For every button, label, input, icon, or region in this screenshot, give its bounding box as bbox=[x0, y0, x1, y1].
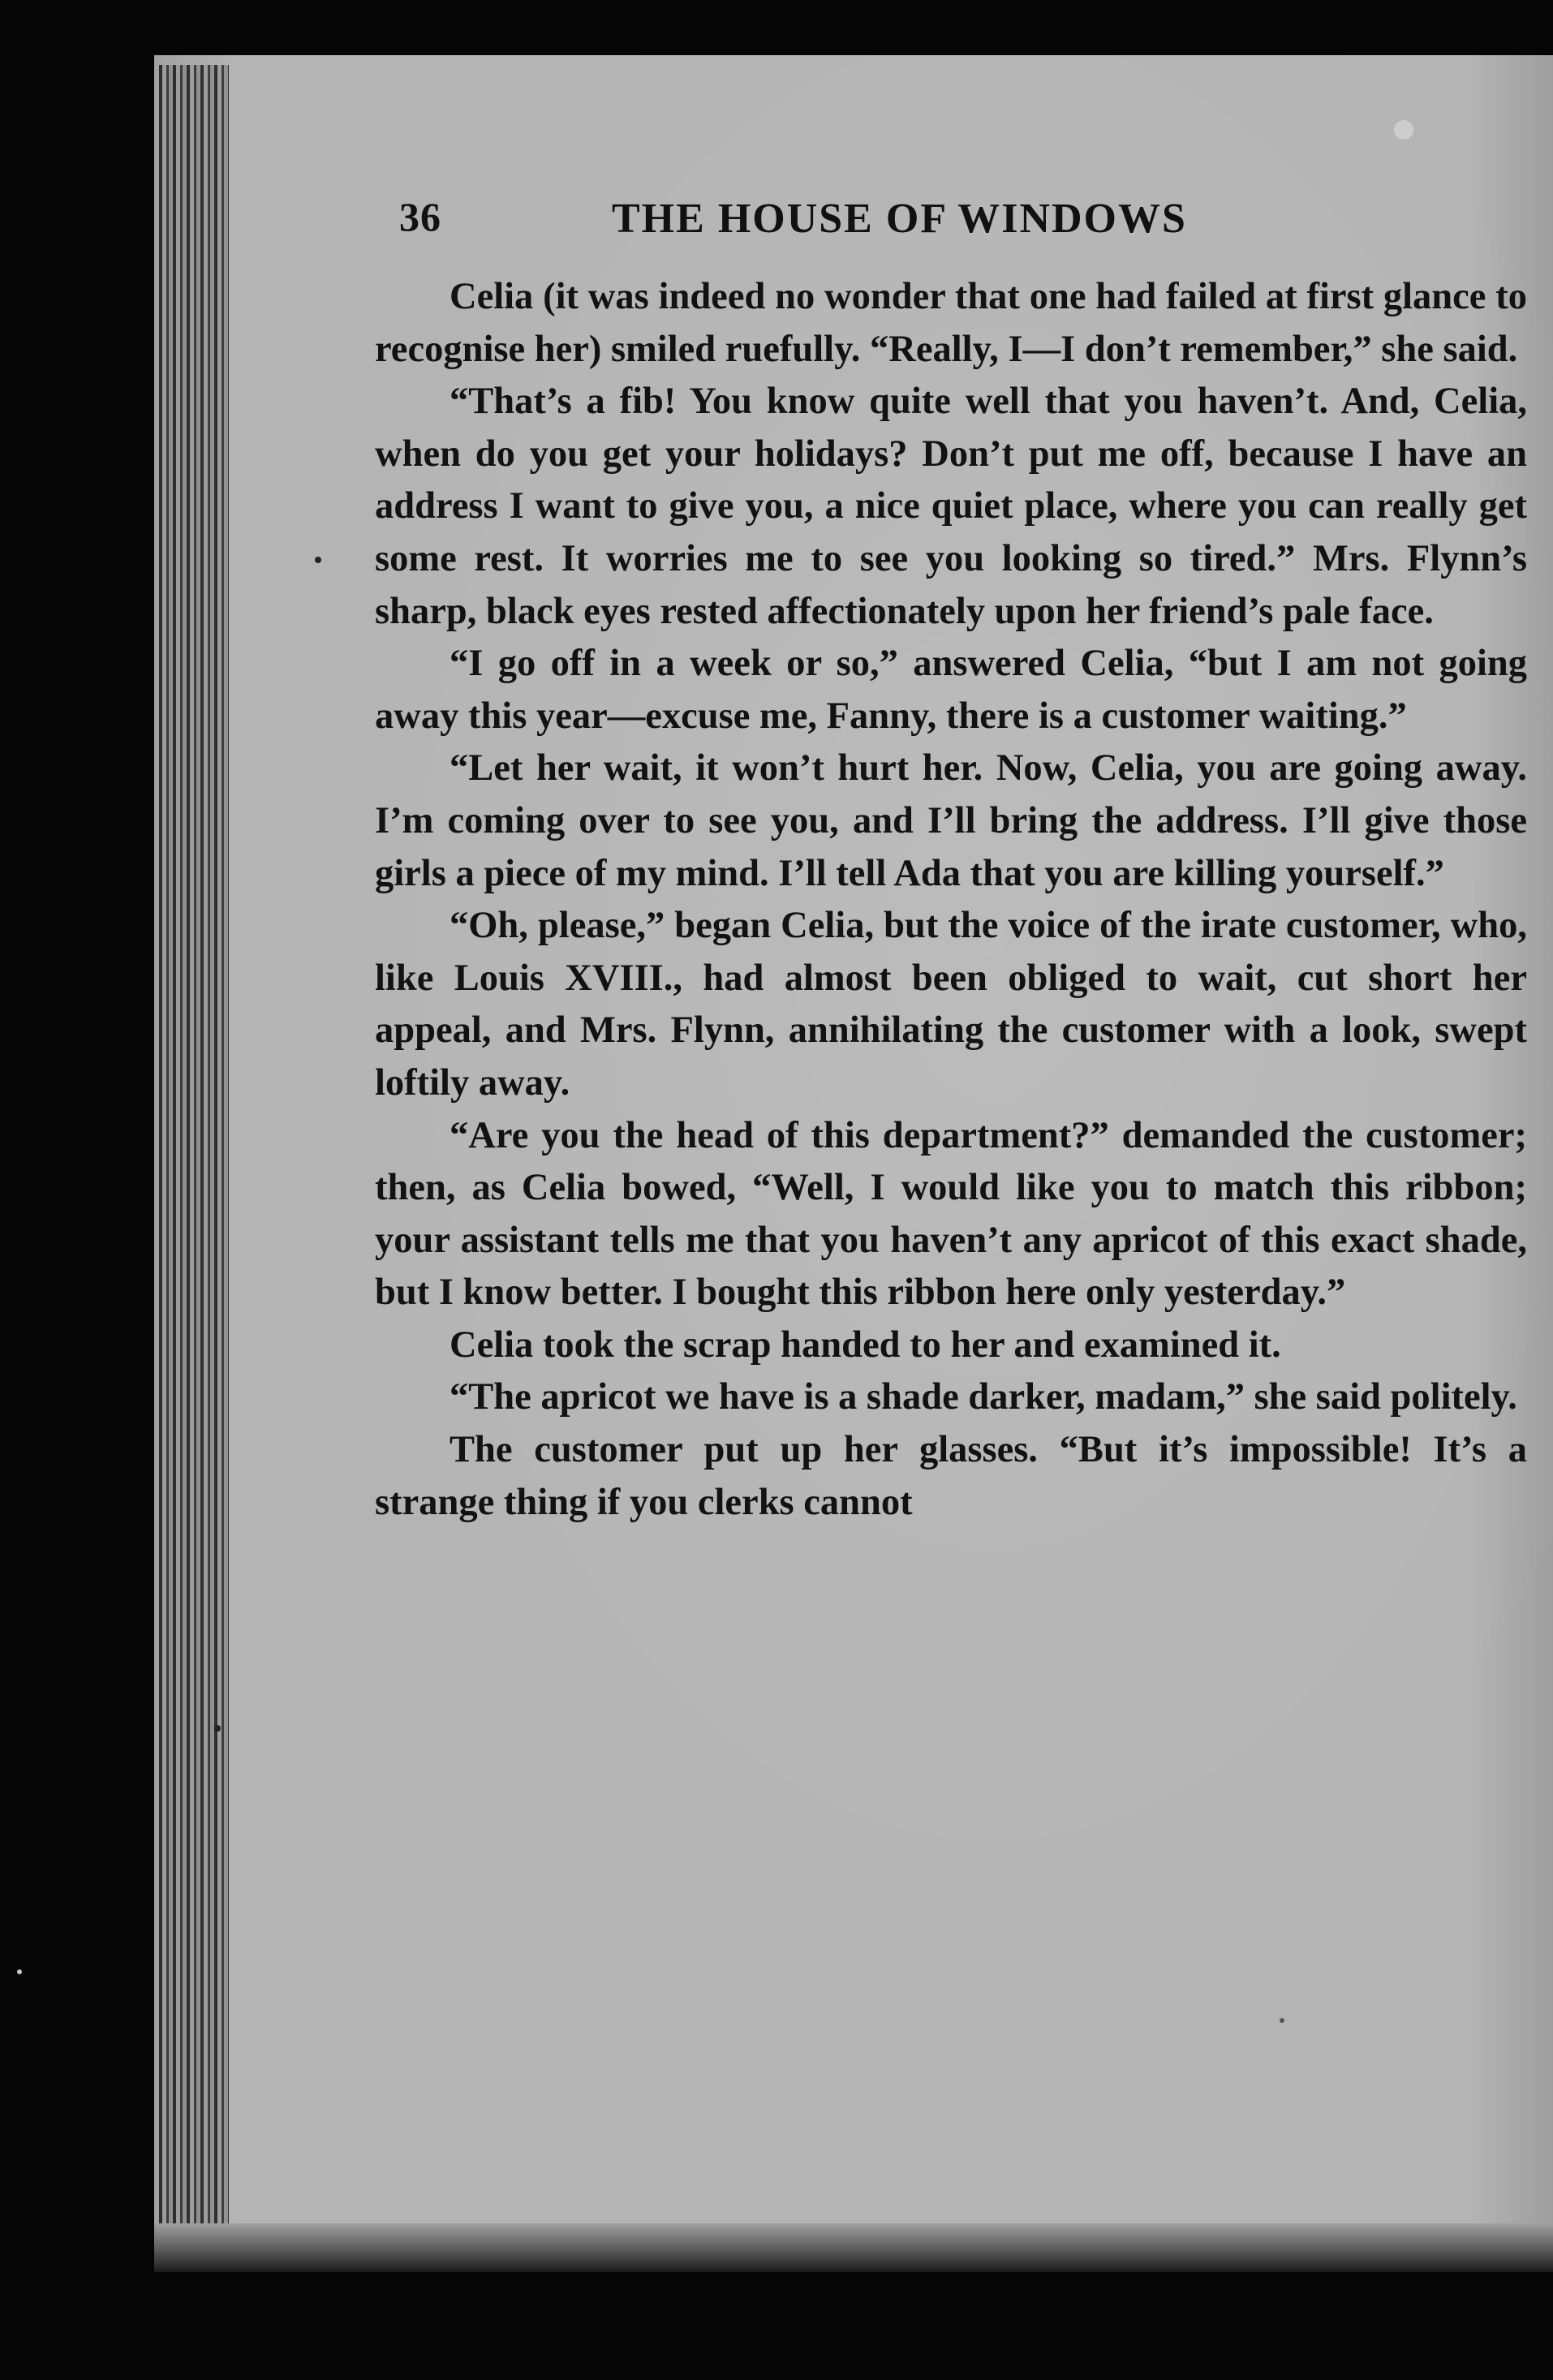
paragraph: “The apricot we have is a shade darker, madam,” she said politely. bbox=[450, 1376, 1517, 1418]
paragraph: “Oh, please,” began Celia, but the voice of the irate customer, who, like Louis XVIII., had almost been obliged to wait, cut short her appeal, and Mrs. Flynn, annihilating the customer with a look, swept loftily away. bbox=[375, 905, 1527, 1104]
paragraph: “That’s a fib! You know quite well that you haven’t. And, Celia, when do you get your holidays? Don’t put me off, because I have an address I want to give you, a nice quiet place, where you can really get some rest. It worries me to see you looking so tired.” Mrs. Flynn’s sharp, black eyes rested affectionately upon her friend’s pale face. bbox=[375, 381, 1527, 632]
paragraph: “I go off in a week or so,” answered Celia, “but I am not going away this year—excuse me, Fanny, there is a customer waiting.” bbox=[375, 643, 1527, 737]
paragraph: Celia took the scrap handed to her and examined it. bbox=[450, 1323, 1281, 1366]
page-edge-stack bbox=[159, 65, 229, 2256]
running-head: THE HOUSE OF WINDOWS bbox=[612, 196, 1187, 242]
body-text bbox=[375, 271, 1527, 1529]
page-header bbox=[399, 193, 1373, 258]
paragraph: “Are you the head of this department?” demanded the customer; then, as Celia bowed, “Well, I would like you to match this ribbon; your assistant tells me that you haven’t any apricot of this exact shade, but I know better. I bought this ribbon here only yesterday.” bbox=[375, 1114, 1527, 1314]
page-number: 36 bbox=[399, 194, 441, 239]
paragraph: “Let her wait, it won’t hurt her. Now, Celia, you are going away. I’m coming over to see you, and I’ll bring the address. I’ll give those girls a piece of my mind. I’ll tell Ada that you are killing yourself.” bbox=[375, 747, 1527, 894]
paragraph: Celia (it was indeed no wonder that one had failed at first glance to recognise her) smiled ruefully. “Really, I—I don’t remember,” she said. bbox=[375, 276, 1527, 370]
page-bottom-edge bbox=[154, 2223, 1553, 2272]
paragraph: The customer put up her glasses. “But it’s impossible! It’s a strange thing if you clerks cannot bbox=[375, 1429, 1527, 1523]
